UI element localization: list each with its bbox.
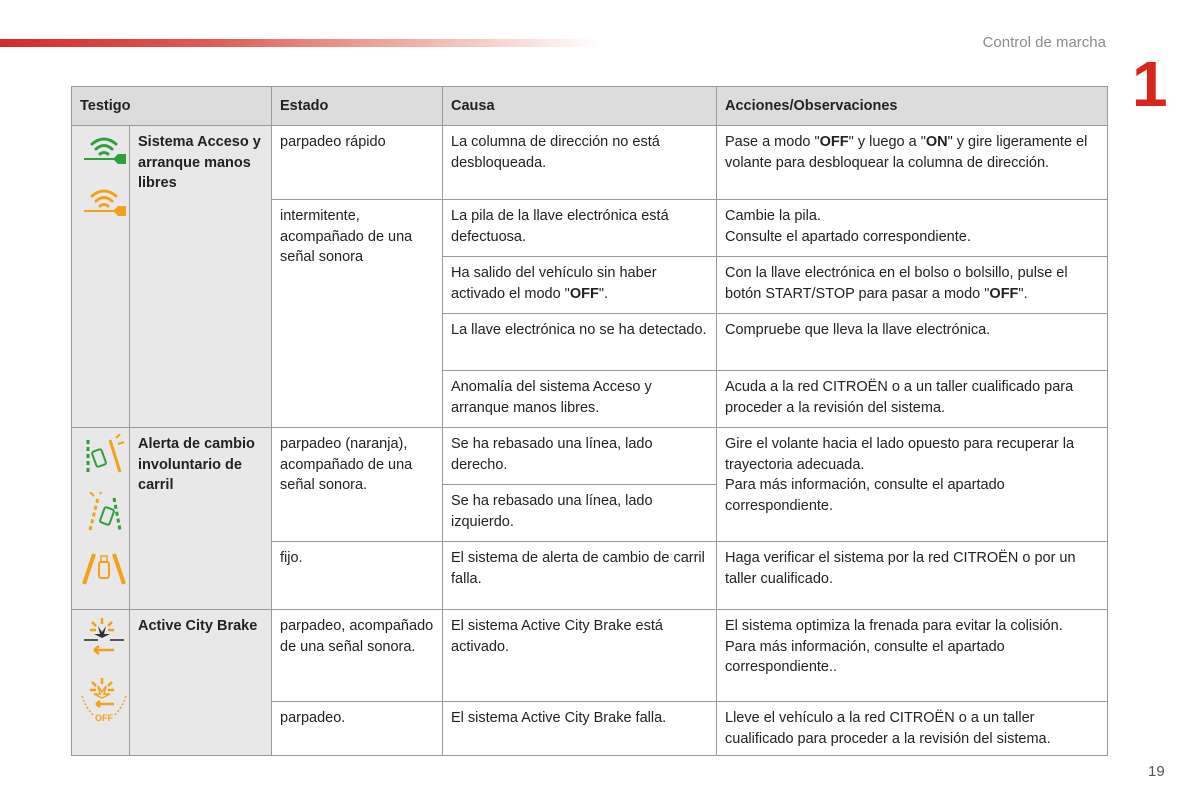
causa-cell: El sistema Active City Brake falla. [443, 702, 717, 756]
causa-cell: Ha salido del vehículo sin haber activado el modo "OFF". [443, 257, 717, 314]
lane-departure-left-icon [80, 434, 128, 474]
table-row [72, 126, 1108, 200]
causa-cell: El sistema de alerta de cambio de carril falla. [443, 542, 717, 610]
acciones-cell: Compruebe que lleva la llave electrónica. [717, 314, 1108, 371]
causa-cell: El sistema Active City Brake está activado. [443, 610, 717, 702]
estado-cell: parpadeo (naranja), acompañado de una señal sonora. [272, 428, 443, 542]
acciones-cell: Pase a modo "OFF" y luego a "ON" y gire ligeramente el volante para desbloquear la columna de dirección. [717, 126, 1108, 200]
keyless-icon-cell [72, 126, 130, 428]
table-row [72, 428, 1108, 485]
keyless-green-icon [80, 132, 128, 166]
header-acciones: Acciones/Observaciones [717, 87, 1108, 126]
table-header-row [72, 87, 1108, 126]
header-estado: Estado [272, 87, 443, 126]
active-city-brake-icon-cell [72, 610, 130, 756]
keyless-orange-icon [80, 184, 128, 218]
acciones-cell: El sistema optimiza la frenada para evitar la colisión. Para más información, consulte el apartado correspondiente.. [717, 610, 1108, 702]
header-accent-bar [0, 39, 600, 47]
estado-cell: parpadeo, acompañado de una señal sonora. [272, 610, 443, 702]
table-row [72, 610, 1108, 702]
acciones-cell: Gire el volante hacia el lado opuesto para recuperar la trayectoria adecuada. Para más información, consulte el apartado correspondiente. [717, 428, 1108, 542]
estado-cell: fijo. [272, 542, 443, 610]
header-testigo: Testigo [72, 87, 272, 126]
active-city-brake-icon [80, 616, 128, 658]
acciones-cell: Cambie la pila. Consulte el apartado correspondiente. [717, 200, 1108, 257]
acciones-cell: Con la llave electrónica en el bolso o bolsillo, pulse el botón START/STOP para pasar a modo "OFF". [717, 257, 1108, 314]
estado-cell: parpadeo. [272, 702, 443, 756]
lane-departure-fault-icon [80, 550, 128, 586]
causa-cell: Se ha rebasado una línea, lado izquierdo. [443, 485, 717, 542]
causa-cell: La pila de la llave electrónica está defectuosa. [443, 200, 717, 257]
active-city-brake-off-icon [80, 676, 128, 724]
causa-cell: La llave electrónica no se ha detectado. [443, 314, 717, 371]
acciones-cell: Haga verificar el sistema por la red CITROËN o por un taller cualificado. [717, 542, 1108, 610]
lane-departure-right-icon [80, 492, 128, 532]
acb-off-label: OFF [95, 713, 113, 723]
acciones-cell: Acuda a la red CITROËN o a un taller cualificado para proceder a la revisión del sistema. [717, 371, 1108, 428]
causa-cell: Se ha rebasado una línea, lado derecho. [443, 428, 717, 485]
header-causa: Causa [443, 87, 717, 126]
group-name-lane-departure: Alerta de cambio involuntario de carril [130, 428, 272, 610]
lane-departure-icon-cell [72, 428, 130, 610]
estado-cell: parpadeo rápido [272, 126, 443, 200]
group-name-active-city-brake: Active City Brake [130, 610, 272, 756]
causa-cell: Anomalía del sistema Acceso y arranque manos libres. [443, 371, 717, 428]
causa-cell: La columna de dirección no está desbloqueada. [443, 126, 717, 200]
section-title: Control de marcha [982, 34, 1106, 51]
group-name-keyless: Sistema Acceso y arranque manos libres [130, 126, 272, 428]
acciones-cell: Lleve el vehículo a la red CITROËN o a un taller cualificado para proceder a la revisión del sistema. [717, 702, 1108, 756]
warning-lights-table [71, 86, 1108, 756]
chapter-number: 1 [1132, 48, 1168, 120]
estado-cell: intermitente, acompañado de una señal sonora [272, 200, 443, 428]
page-number: 19 [1148, 763, 1165, 780]
